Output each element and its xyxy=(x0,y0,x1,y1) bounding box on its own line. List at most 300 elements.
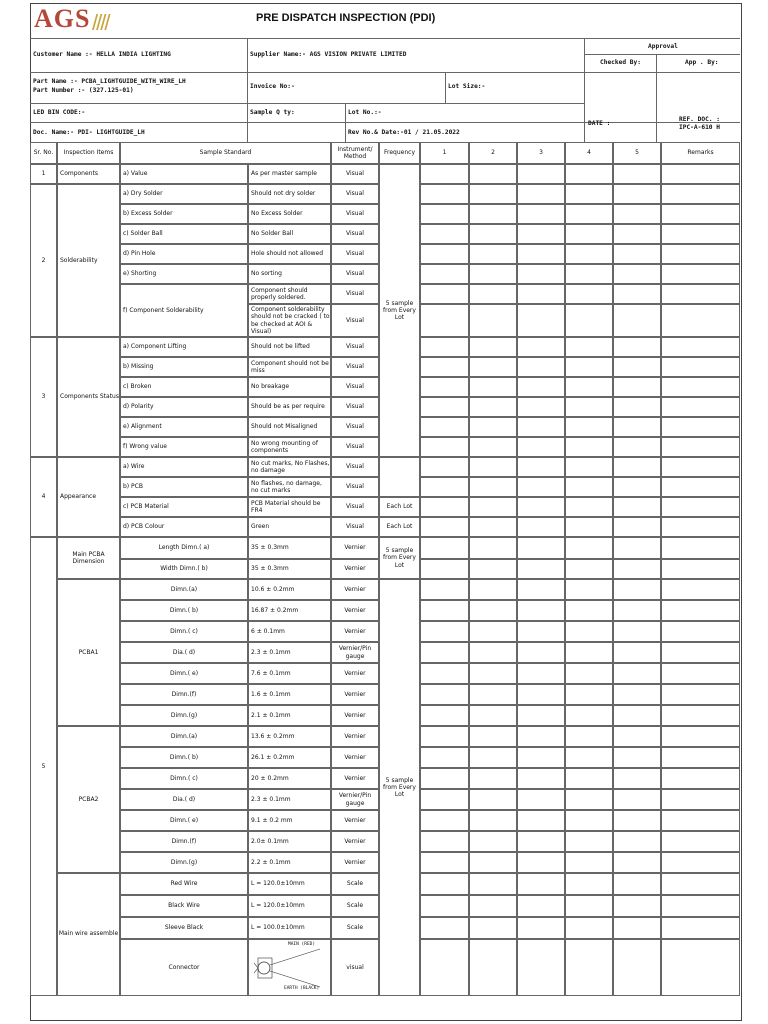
col-header-c1 xyxy=(420,142,469,164)
row-method xyxy=(331,264,379,284)
row-check-cell xyxy=(469,284,517,304)
row-check-cell xyxy=(565,244,613,264)
group-appearance-sr xyxy=(30,457,57,537)
row-check-cell xyxy=(661,789,740,810)
row-check-cell xyxy=(661,873,740,895)
row-item-text: Dia.( d) xyxy=(172,648,196,656)
row-method xyxy=(331,831,379,852)
row-check-cell xyxy=(565,264,613,284)
row-check-cell xyxy=(469,726,517,747)
row-method-text: Visual xyxy=(346,503,364,511)
row-method xyxy=(331,284,379,304)
group-components-sr-text: 1 xyxy=(41,170,46,178)
row-check-cell xyxy=(517,852,565,873)
header-divider xyxy=(445,72,446,103)
row-method-text: Visual xyxy=(346,423,364,431)
row-check-cell xyxy=(469,663,517,684)
row-item xyxy=(120,895,248,917)
row-check-cell xyxy=(420,284,469,304)
row-check-cell xyxy=(420,357,469,377)
row-item-text: a) Dry Solder xyxy=(123,190,163,198)
row-standard xyxy=(248,895,331,917)
row-check-cell xyxy=(661,224,740,244)
row-method-text: Vernier/Pin gauge xyxy=(338,645,372,660)
row-method-text: Vernier xyxy=(344,837,366,845)
row-check-cell xyxy=(661,304,740,337)
row-method xyxy=(331,768,379,789)
row-check-cell xyxy=(613,559,661,579)
app-by-label: App . By: xyxy=(685,59,719,66)
row-check-cell xyxy=(517,497,565,517)
row-standard-text: Green xyxy=(251,523,270,531)
row-method xyxy=(331,705,379,726)
row-item xyxy=(120,337,248,357)
row-method xyxy=(331,939,379,996)
row-item xyxy=(120,204,248,224)
frequency-cell xyxy=(379,497,420,517)
row-check-cell xyxy=(613,873,661,895)
col-header-c4-text: 4 xyxy=(587,149,591,157)
group-components-item-text: Components xyxy=(60,170,98,178)
row-standard-text: L = 120.0±10mm xyxy=(251,880,305,888)
header-divider xyxy=(584,38,585,142)
row-method-text: Vernier xyxy=(344,627,366,635)
row-check-cell xyxy=(517,477,565,497)
row-check-cell xyxy=(517,559,565,579)
row-standard xyxy=(248,184,331,204)
row-check-cell xyxy=(469,437,517,457)
row-item xyxy=(120,457,248,477)
row-standard-text: L = 100.0±10mm xyxy=(251,924,305,932)
row-method xyxy=(331,517,379,537)
row-check-cell xyxy=(420,164,469,184)
row-standard xyxy=(248,768,331,789)
row-check-cell xyxy=(613,726,661,747)
row-item xyxy=(120,357,248,377)
lot-size: Lot Size:- xyxy=(448,83,486,90)
row-check-cell xyxy=(517,457,565,477)
row-method-text: Vernier xyxy=(344,711,366,719)
row-item xyxy=(120,164,248,184)
row-check-cell xyxy=(565,184,613,204)
row-check-cell xyxy=(613,789,661,810)
row-standard xyxy=(248,579,331,600)
row-check-cell xyxy=(565,437,613,457)
row-item-text: Dimn.(a) xyxy=(170,585,198,593)
row-check-cell xyxy=(517,244,565,264)
row-check-cell xyxy=(469,705,517,726)
row-check-cell xyxy=(517,621,565,642)
row-check-cell xyxy=(661,284,740,304)
row-item-text: Dimn.(g) xyxy=(170,858,198,866)
row-item xyxy=(120,397,248,417)
led-bin-code: LED BIN CODE:- xyxy=(33,109,86,116)
row-check-cell xyxy=(420,184,469,204)
row-method-text: Visual xyxy=(346,443,364,451)
frequency-cell xyxy=(379,457,420,497)
row-check-cell xyxy=(661,437,740,457)
row-standard xyxy=(248,477,331,497)
col-header-c4 xyxy=(565,142,613,164)
row-check-cell xyxy=(661,517,740,537)
row-standard-text: Should be as per require xyxy=(251,403,325,411)
row-standard xyxy=(248,852,331,873)
row-check-cell xyxy=(469,559,517,579)
row-standard-text: No cut marks, No Flashes, no damage xyxy=(251,459,330,474)
row-item-text: Dimn.(g) xyxy=(170,711,198,719)
row-check-cell xyxy=(613,184,661,204)
row-standard xyxy=(248,417,331,437)
row-check-cell xyxy=(613,621,661,642)
row-item xyxy=(120,789,248,810)
frequency-cell xyxy=(379,579,420,996)
row-standard-text: 26.1 ± 0.2mm xyxy=(251,753,295,761)
row-item-text: Connector xyxy=(168,963,200,971)
row-check-cell xyxy=(613,810,661,831)
row-check-cell xyxy=(517,164,565,184)
row-check-cell xyxy=(517,917,565,939)
row-method-text: Vernier xyxy=(344,753,366,761)
row-check-cell xyxy=(661,621,740,642)
row-check-cell xyxy=(661,477,740,497)
row-check-cell xyxy=(661,705,740,726)
row-standard-text: 13.6 ± 0.2mm xyxy=(251,732,295,740)
header-divider xyxy=(30,103,584,104)
company-logo: AGS xyxy=(34,4,91,33)
row-check-cell xyxy=(613,224,661,244)
row-check-cell xyxy=(420,852,469,873)
row-method-text: Vernier xyxy=(344,732,366,740)
row-method-text: Scale xyxy=(346,924,364,932)
connector-earth-label: EARTH (BLACK) xyxy=(284,986,320,991)
row-item-text: Sleeve Black xyxy=(164,924,204,932)
row-standard-text: 35 ± 0.3mm xyxy=(251,544,289,552)
row-standard-text: No breakage xyxy=(251,383,290,391)
row-standard xyxy=(248,497,331,517)
row-item xyxy=(120,684,248,705)
group-solderability-item xyxy=(57,184,120,337)
header-divider xyxy=(30,122,740,123)
row-method-text: Vernier xyxy=(344,565,366,573)
row-check-cell xyxy=(469,939,517,996)
row-item-text: f) Wrong value xyxy=(123,443,167,451)
row-check-cell xyxy=(517,747,565,768)
col-header-frequency xyxy=(379,142,420,164)
frequency-cell xyxy=(379,517,420,537)
row-check-cell xyxy=(420,244,469,264)
frequency-cell-text: Each Lot xyxy=(386,503,413,511)
row-check-cell xyxy=(420,377,469,397)
row-method xyxy=(331,559,379,579)
row-check-cell xyxy=(613,939,661,996)
row-method-text: Vernier xyxy=(344,816,366,824)
row-check-cell xyxy=(469,684,517,705)
customer-name: Customer Name :- HELLA INDIA LIGHTING xyxy=(33,51,171,58)
row-method-text: Scale xyxy=(346,902,364,910)
logo-stripes: //// xyxy=(92,10,109,35)
row-check-cell xyxy=(661,917,740,939)
row-check-cell xyxy=(420,224,469,244)
row-standard xyxy=(248,357,331,377)
row-check-cell xyxy=(517,204,565,224)
row-check-cell xyxy=(565,895,613,917)
row-check-cell xyxy=(420,642,469,663)
invoice-no: Invoice No:- xyxy=(250,83,295,90)
row-check-cell xyxy=(517,726,565,747)
group-main-wire-text: Main wire assemble xyxy=(58,929,119,937)
col-header-items xyxy=(57,142,120,164)
row-check-cell xyxy=(613,477,661,497)
row-item xyxy=(120,477,248,497)
row-check-cell xyxy=(517,642,565,663)
row-standard-text: 10.6 ± 0.2mm xyxy=(251,585,295,593)
row-check-cell xyxy=(517,600,565,621)
row-check-cell xyxy=(661,831,740,852)
row-item-text: d) PCB Colour xyxy=(123,523,165,531)
row-standard xyxy=(248,284,331,304)
col-header-sr xyxy=(30,142,57,164)
row-check-cell xyxy=(469,537,517,559)
row-check-cell xyxy=(469,457,517,477)
row-method-text: Visual xyxy=(346,343,364,351)
row-method-text: Visual xyxy=(346,523,364,531)
row-check-cell xyxy=(469,789,517,810)
header-divider xyxy=(584,72,740,73)
col-header-remarks xyxy=(661,142,740,164)
row-standard xyxy=(248,873,331,895)
row-standard xyxy=(248,810,331,831)
row-item xyxy=(120,852,248,873)
row-standard xyxy=(248,917,331,939)
row-standard-text: Component should not be miss xyxy=(251,359,329,374)
row-method xyxy=(331,621,379,642)
row-check-cell xyxy=(517,705,565,726)
row-check-cell xyxy=(420,684,469,705)
row-check-cell xyxy=(613,244,661,264)
row-method-text: Visual xyxy=(346,210,364,218)
row-check-cell xyxy=(469,747,517,768)
row-check-cell xyxy=(469,377,517,397)
row-standard-text: No Solder Ball xyxy=(251,230,294,238)
row-item xyxy=(120,517,248,537)
row-item-text: Dimn.( b) xyxy=(169,753,199,761)
row-method xyxy=(331,579,379,600)
row-check-cell xyxy=(565,559,613,579)
row-item-text: Dimn.( c) xyxy=(170,774,198,782)
row-method xyxy=(331,789,379,810)
row-check-cell xyxy=(469,204,517,224)
row-item-text: e) Shorting xyxy=(123,270,157,278)
row-check-cell xyxy=(469,579,517,600)
row-standard-text: 2.2 ± 0.1mm xyxy=(251,858,291,866)
row-item xyxy=(120,579,248,600)
row-item-text: f) Component Solderability xyxy=(123,306,204,314)
row-check-cell xyxy=(661,537,740,559)
row-check-cell xyxy=(613,537,661,559)
row-check-cell xyxy=(565,642,613,663)
col-header-remarks-text: Remarks xyxy=(687,149,714,157)
row-check-cell xyxy=(661,768,740,789)
col-header-method-text: Instrument/ Method xyxy=(337,145,373,160)
row-standard xyxy=(248,244,331,264)
row-item xyxy=(120,873,248,895)
row-item-text: c) Solder Ball xyxy=(123,230,163,238)
row-check-cell xyxy=(420,768,469,789)
row-check-cell xyxy=(613,397,661,417)
group-pcba2-text: PCBA2 xyxy=(78,795,99,803)
row-check-cell xyxy=(565,517,613,537)
row-check-cell xyxy=(517,537,565,559)
row-check-cell xyxy=(565,457,613,477)
row-item-text: c) PCB Material xyxy=(123,503,169,511)
row-standard-text: No flashes, no damage, no cut marks xyxy=(251,479,322,494)
row-check-cell xyxy=(420,873,469,895)
row-item xyxy=(120,284,248,337)
group-main-wire xyxy=(57,873,120,996)
row-check-cell xyxy=(517,357,565,377)
row-check-cell xyxy=(517,789,565,810)
row-standard xyxy=(248,537,331,559)
group-components-status-item xyxy=(57,337,120,457)
lot-no: Lot No.:- xyxy=(348,109,382,116)
header-divider xyxy=(345,103,346,142)
row-method xyxy=(331,747,379,768)
row-method-text: Vernier xyxy=(344,585,366,593)
row-check-cell xyxy=(613,417,661,437)
row-check-cell xyxy=(420,939,469,996)
row-check-cell xyxy=(661,642,740,663)
col-header-c2-text: 2 xyxy=(491,149,495,157)
row-standard xyxy=(248,164,331,184)
row-method xyxy=(331,663,379,684)
row-check-cell xyxy=(469,873,517,895)
row-check-cell xyxy=(661,164,740,184)
row-item-text: Length Dimn.( a) xyxy=(158,544,210,552)
group-solderability-sr xyxy=(30,184,57,337)
row-check-cell xyxy=(469,895,517,917)
row-item-text: Red Wire xyxy=(170,880,198,888)
row-standard-text: 2.1 ± 0.1mm xyxy=(251,711,291,719)
row-check-cell xyxy=(420,397,469,417)
row-method xyxy=(331,224,379,244)
row-standard xyxy=(248,684,331,705)
row-check-cell xyxy=(613,831,661,852)
rev-no-date: Rev No.& Date:-01 / 21.05.2022 xyxy=(348,129,460,136)
row-check-cell xyxy=(565,621,613,642)
row-standard-text: Should not dry solder xyxy=(251,190,316,198)
row-check-cell xyxy=(420,417,469,437)
row-check-cell xyxy=(420,437,469,457)
row-method-text: Vernier xyxy=(344,606,366,614)
row-check-cell xyxy=(469,517,517,537)
row-check-cell xyxy=(613,357,661,377)
row-item xyxy=(120,939,248,996)
row-check-cell xyxy=(469,184,517,204)
row-method-text: Visual xyxy=(346,230,364,238)
row-check-cell xyxy=(661,559,740,579)
row-standard-text: 20 ± 0.2mm xyxy=(251,774,289,782)
row-check-cell xyxy=(420,726,469,747)
row-standard xyxy=(248,600,331,621)
row-check-cell xyxy=(420,264,469,284)
row-standard xyxy=(248,559,331,579)
row-method-text: Visual xyxy=(346,483,364,491)
row-check-cell xyxy=(613,852,661,873)
row-method-text: Visual xyxy=(346,403,364,411)
row-check-cell xyxy=(613,600,661,621)
row-item xyxy=(120,559,248,579)
row-check-cell xyxy=(517,304,565,337)
part-number: Part Number :- (327.125-01) xyxy=(33,87,134,94)
frequency-cell xyxy=(379,537,420,579)
row-check-cell xyxy=(420,663,469,684)
row-check-cell xyxy=(661,457,740,477)
row-item xyxy=(120,497,248,517)
row-check-cell xyxy=(661,264,740,284)
row-item-text: Dimn.( e) xyxy=(169,669,199,677)
row-check-cell xyxy=(517,284,565,304)
part-name: Part Name :- PCBA_LIGHTGUIDE_WITH_WIRE_LH xyxy=(33,78,186,85)
row-item-text: Dimn.( e) xyxy=(169,816,199,824)
row-check-cell xyxy=(517,768,565,789)
date-label: DATE : xyxy=(588,120,611,127)
row-standard-text: 35 ± 0.3mm xyxy=(251,565,289,573)
col-header-c3-text: 3 xyxy=(539,149,543,157)
row-standard xyxy=(248,642,331,663)
row-item-text: b) Excess Solder xyxy=(123,210,173,218)
frequency-cell-text: 5 sample from Every Lot xyxy=(383,299,416,322)
row-check-cell xyxy=(517,939,565,996)
row-check-cell xyxy=(517,517,565,537)
row-check-cell xyxy=(469,337,517,357)
row-item-text: a) Value xyxy=(123,170,148,178)
row-method xyxy=(331,437,379,457)
row-check-cell xyxy=(469,224,517,244)
row-check-cell xyxy=(613,895,661,917)
group-solderability-sr-text: 2 xyxy=(41,256,46,264)
row-item xyxy=(120,831,248,852)
row-item xyxy=(120,244,248,264)
row-item-text: b) Missing xyxy=(123,363,154,371)
row-check-cell xyxy=(420,204,469,224)
row-method xyxy=(331,684,379,705)
row-check-cell xyxy=(613,337,661,357)
row-check-cell xyxy=(661,417,740,437)
row-check-cell xyxy=(420,600,469,621)
col-header-c5 xyxy=(613,142,661,164)
row-standard xyxy=(248,377,331,397)
row-check-cell xyxy=(565,852,613,873)
row-check-cell xyxy=(613,917,661,939)
row-check-cell xyxy=(469,621,517,642)
row-check-cell xyxy=(565,789,613,810)
row-method xyxy=(331,477,379,497)
row-item xyxy=(120,437,248,457)
row-check-cell xyxy=(565,357,613,377)
row-item-text: Dimn.( c) xyxy=(170,627,198,635)
col-header-standard xyxy=(120,142,331,164)
group-appearance-item xyxy=(57,457,120,537)
row-method xyxy=(331,457,379,477)
row-check-cell xyxy=(565,747,613,768)
col-header-c3 xyxy=(517,142,565,164)
row-check-cell xyxy=(517,663,565,684)
col-header-frequency-text: Frequency xyxy=(384,149,415,157)
row-check-cell xyxy=(565,204,613,224)
row-check-cell xyxy=(613,579,661,600)
row-method xyxy=(331,810,379,831)
row-standard xyxy=(248,747,331,768)
